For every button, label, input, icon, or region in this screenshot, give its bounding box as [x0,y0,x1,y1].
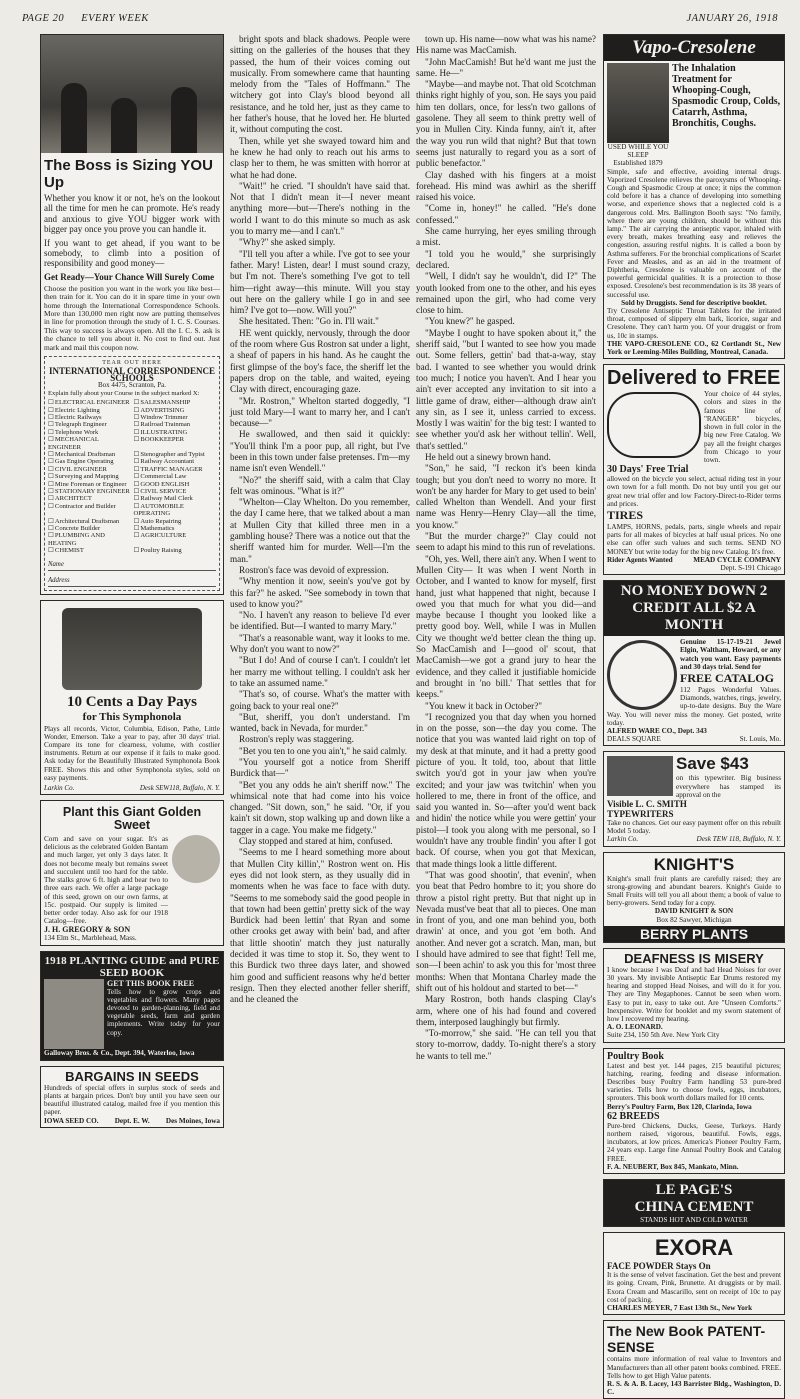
story-paragraph: "But, sheriff, you don't understand. I'm wanted, back in Nevada, for murder." [230,711,410,734]
course-option[interactable]: ☐ Mathematics [134,525,217,532]
vapo-cresolene-ad [603,34,785,359]
course-option[interactable]: ☐ Poultry Raising [134,547,217,554]
story-paragraph: "Well, I didn't say he wouldn't, did I?" The youth looked from one to the other, and his eyes remained upon the girl, who had come very close to him. [416,271,596,316]
story-paragraph: "Maybe I ought to have spoken about it," the sheriff said, "but I wanted to see how you made out. Some fellers, gettin' bad that-a-way, stay bad. I wanted to see whether you would drink too much; I notice you haven't. And I hear you ain't ever accepted any invitation to sit into a little game of draw, either—although draw ain't any sin, as I see it, unless carried to excess. Mostly I was waitin' for the big test: I wanted to see whether you'd ask her without tellin'. Well, that's settled." [416,327,596,451]
course-option[interactable]: ☐ Gas Engine Operating [48,458,131,465]
bargains-headline: BARGAINS IN SEEDS [65,1068,199,1084]
mead-company: MEAD CYCLE COMPANY [693,555,781,564]
course-option[interactable]: ☐ STATIONARY ENGINEER [48,488,131,495]
typewriter-headline: Save $43 [676,754,749,774]
symphonola-subtitle: for This Symphonola [82,710,182,723]
knight-box: Box 82 Sawyer, Michigan [656,915,732,924]
course-option[interactable]: ☐ SALESMANSHIP [134,399,217,406]
story-paragraph: She came hurrying, her eyes smiling through a mist. [416,226,596,248]
course-option[interactable]: ☐ CIVIL ENGINEER [48,466,131,473]
course-option[interactable]: ☐ Telegraph Engineer [48,421,131,428]
symphonola-desk: Desk SEW118, Buffalo, N. Y. [139,784,220,793]
course-list[interactable] [48,399,216,555]
symphonola-headline: 10 Cents a Day Pays [67,693,197,710]
breeds-company: F. A. NEUBERT, Box 845, Mankato, Minn. [607,1162,739,1171]
ics-lead-2: If you want to get ahead, if you want to be somebody, to climb into a position of responsibility and good money— [44,237,220,269]
typewriter-company: Larkin Co. [607,835,639,844]
course-option[interactable]: ☐ Auto Repairing [134,518,217,525]
deaf-body: I know because I was Deaf and had Head Noises for over 30 years. My invisible Antiseptic Ear Drums restored my hearing and stopped Head Noises, and will do it for you. They are Tiny Megaphones. Cannot be seen when worn. Easy to put in, easy to take out. Are "Unseen Comforts." Inexpensive. Write for booklet and my sworn statement of how I recovered my hearing. [607,965,781,1024]
course-option[interactable]: ☐ CHEMIST [48,547,131,554]
story-paragraph: "That was good shootin', that evenin', when you beat that Pedro hombre to it; you shore do throw a pistol right pretty. But that night up in Nevada must've beat that all to pieces. One man in front of you, and one man behind you, both drawin' at once, and you got 'em both. And another. And never got a scratch. Man, man, but I should have admired to see that fight! Tell me, son—I been achin' to ask you this for 'most three months: When that Montana Charley made the shift out of his holdout and started to bet—" [416,869,596,993]
golden-body: Corn and save on your sugar. It's as delicious as the celebrated Golden Bantam and much larger, yet only 3 days later. It does not become mealy but remains sweet and succulent until too hard for the table. The stalks grow 6 ft. high and bear two to three ears each. We offer a large package of this seed, grown on our own farms, at 15c. postpaid. Our supply is limited — better order today. Also ask for our 1918 Catalog—free. [44,835,168,926]
poultry-headline: Poultry Book [607,1050,664,1062]
story-paragraph: "Come in, honey!" he called. "He's done confessed." [416,203,596,225]
story-paragraph: "I recognized you that day when you horned in on the posse, son—the day you come. The notice that you was wanted laid right on top of my desk at that minute, and it had a pretty good picture of you. It told, too, about that little switch you'd got in your jaw when you're excited; and your jaw was twitchin' when you hollered to me, there in front of the office, and said you wanted in. So—after you'd went back and hidin' the notice while you were gettin' your pistol—I took you along with me personal, so I wouldn't have any trouble findin' you after I got back. Of course, when you got that Mexican, that made things look a little different. [416,711,596,869]
typewriter-desk: Desk TEW 118, Buffalo, N. Y. [696,835,781,844]
poultry-body: Latest and best yet. 144 pages, 215 beautiful pictures; hatching, rearing, feeding and disease information. Describes busy Poultry Farm handling 53 pure-bred varieties. Tells how to choose fowls, eggs, incubators, sprouters. This book worth dollars mailed for 10 cents. [607,1061,781,1103]
ics-ad [40,34,224,595]
symphonola-company: Larkin Co. [44,784,75,793]
typewriter-kind: TYPEWRITERS [607,808,674,819]
course-option[interactable]: ☐ Surveying and Mapping [48,473,131,480]
course-option[interactable]: ☐ AUTOMOBILE OPERATING [134,503,217,518]
seedbook-ad [40,951,224,1061]
knight-company: DAVID KNIGHT & SON [654,907,734,916]
lepage-product: CHINA CEMENT [634,1199,754,1216]
ics-headline: The Boss is Sizing YOU Up [44,157,213,191]
office-illustration [41,35,223,153]
knight-headline: KNIGHT'S [653,854,735,874]
lepage-tag: STANDS HOT AND COLD WATER [640,1216,748,1225]
seedbook-body: Tells how to grow crops and vegetables and flowers. Many pages devoted to garden-planning, field and vegetable seeds, farm and garden implements. Write today for your copy. [107,987,220,1037]
ics-body: Choose the position you want in the work you like best—then train for it. You can do it in spare time in your own home through the International Correspondence Schools. More than 130,000 men right now are putting themselves in line for promotion through the study of I. C. S. Courses. This way to success is always open. All the I. C. S. ask is the chance to tell you about it. No cost to find out. Just mark and mail this coupon now. [44,283,220,352]
ics-cta: Get Ready—Your Chance Will Surely Come [44,271,215,282]
exora-body: It is the sense of velvet fascination. Get the best and prevent its going. Cream, Pink, Brunette. At druggists or by mail. Exora Cream and Mascarillo, sent on receipt of 10c to pay cost of packing. [607,1271,781,1304]
breeds-headline: 62 BREEDS [607,1110,660,1122]
phonograph-image [62,608,202,690]
patent-body: contains more information of real value to Inventors and Manufacturers than all other patent books combined. FREE. Tells how to get High Value patents. [607,1355,781,1380]
mead-bicycle-ad [603,364,785,575]
story-paragraph: "But the murder charge?" Clay could not seem to adapt his mind to this run of revelations. [416,531,596,553]
vapo-sold: Sold by Druggists. Send for descriptive booklet. [621,298,767,307]
symphonola-body: Plays all records, Victor, Columbia, Edison, Pathe, Little Wonder, Emerson. Take a year to pay, after 30 days' trial. Compare its tone for clearness, volume, with costlier instruments. Return at our expense if it fails to make good. Ask today for the Beautifully Illustrated Symphonola Book FREE. Shows this and other Symphonola styles, sold on easy payments. [44,724,220,782]
course-option[interactable]: ☐ Railroad Trainman [134,421,217,428]
story-paragraph: She hesitated. Then: "Go in. I'll wait." [239,316,379,327]
vapo-established: Established 1879 [613,159,663,168]
golden-sweet-ad [40,800,224,945]
story-paragraph: Rostron's face was devoid of expression. [239,564,389,575]
story-paragraph: "You knew it back in October?" [425,700,543,711]
name-field[interactable]: Name [48,561,216,571]
course-option[interactable]: ☐ Electric Railways [48,414,131,421]
story-paragraph: "No. I haven't any reason to believe I'd ever be identified. But—I wanted to marry Mary." [230,610,410,632]
story-paragraph: "That's a reasonable want, way it looks to me. Why don't you want to now?" [230,632,410,655]
alfred-deals: DEALS SQUARE [607,735,661,744]
vapo-headline: Vapo-Cresolene [604,35,784,61]
story-paragraph: "I told you he would," she surprisingly declared. [416,248,596,270]
magazine-title: EVERY WEEK [81,12,149,24]
seedbook-lead: GET THIS BOOK FREE [107,978,195,988]
story-paragraph: "That's so, of course. What's the matter with going back to your real one?" [230,689,410,711]
story-paragraph: "Why?" she asked simply. [239,237,336,248]
story-paragraph: "Son," he said, "I reckon it's been kinda tough; but you don't need to worry no more. It won't be any harder for Mary to get used to bein' called Whelton than Wendell. And your first name was Henry—Henry Clay—all the time, you know." [416,463,596,530]
vapo-body: Simple, safe and effective, avoiding internal drugs. Vaporized Cresolene relieves the paroxysms of Whooping-Cough and Spasmodic Croup at once; it nips the common cold before it has a chance of developing into something worse, and experience shows that a neglected cold is a dangerous cold. Mrs. Ballington Booth says: "No family, where there are young children, should be without this lamp." The air carrying the antiseptic vapor, inhaled with every breath, makes breathing easy and relieves the congestion, assuring restful nights. It is called a boon by Asthma sufferers. For the bronchial complications of Scarlet Fever and Measles, and as an aid in the treatment of Diphtheria, Cresolene is valuable on account of the powerful germicidal qualities. It is a protection to those exposed. Cresolene's best recommendation is its 38 years of successful use. [607,167,781,299]
story-paragraph: HE went quickly, nervously, through the door of the room where Gus Rostron sat under a light, a sheaf of papers in his hand. As he caught the first glimpse of the boy's face, the sheriff let the papers drop on the table, and waited, eyeing Clay with direct, encouraging gaze. [230,327,410,395]
story-paragraph: "But I do! And of course I can't. I couldn't let her marry me without telling. I couldn't ask her to take an assumed name." [230,655,410,688]
story-paragraph: "Seems to me I heard something more about that Mullen City killin'," Rostron went on. His eyes did not look stern, as they usually did in moments when he was face to face with duty. "Seems to me somebody said the good people in that town had been gettin' pretty sick of the way Burdick had been lettin' that Ryan and some other crooks get away with bein' bad, and after that little shootin' match they just naturally decided it was time to stop it. So, they went to this Burdick two three days later, and showed him good and sufficient reasons why he'd better resign. Then they elected another feller sheriff, and he cleaned the [230,847,410,1005]
course-option[interactable]: ☐ Concrete Builder [48,525,131,532]
patent-ad [603,1320,785,1399]
column-ads-right [603,34,785,1397]
alfred-catalog: FREE CATALOG [680,670,774,685]
bargains-company: IOWA SEED CO. [44,1116,99,1125]
lepage-ad [603,1179,785,1227]
course-option[interactable]: ☐ TRAFFIC MANAGER [134,466,217,473]
bargains-dept: Dept. E. W. [114,1116,150,1125]
story-paragraph: "Bet you any odds he ain't sheriff now." The whimsical note that had come into his voice changed. "Sit down, son," he said. "Or, if you kain't sit down, stop walking up and down like a tagger in a cage. You make me fidgety." [230,779,410,835]
deafness-ad [603,948,785,1043]
story-paragraph: "No?" the sheriff said, with a calm that Clay felt was ominous. "What is it?" [230,474,410,496]
poultry-ad [603,1048,785,1174]
bargains-ad [40,1066,224,1128]
story-paragraph: He held out a sinewy brown hand. [425,451,551,462]
story-paragraph: "I'll tell you after a while. I've got to see your father. Mary! Listen, dear! I must sound crazy, but I'm not. There's something I've got to tell him—right away—this minute. Will you stay out here on the gallery while I go in and see him? I've got to—now. Will you?" [230,248,410,316]
page-header [22,8,778,28]
course-option[interactable]: ☐ Electric Lighting [48,407,131,414]
ics-coupon[interactable] [44,356,220,591]
story-column-1 [230,34,410,1072]
mead-headline: Delivered to FREE [607,367,781,390]
course-option[interactable]: ☐ BOOKKEEPER [134,436,217,451]
patent-company: R. S. & A. B. Lacey, 143 Barrister Bldg., Washington, D. C. [607,1379,781,1397]
golden-address: 134 Elm St., Marblehead, Mass. [44,934,137,943]
exora-headline: EXORA [654,1235,734,1261]
patent-headline: The New Book PATENT-SENSE [607,1323,766,1356]
course-option[interactable]: ☐ Contractor and Builder [48,503,131,518]
course-option[interactable]: ☐ ILLUSTRATING [134,429,217,436]
vapo-subhead: The Inhalation Treatment for Whooping-Cough, Spasmodic Croup, Colds, Catarrh, Asthma, Bronchitis, Coughs. [672,63,781,129]
course-option[interactable]: ☐ Stenographer and Typist [134,451,217,458]
story-paragraph: "Mr. Rostron," Whelton started doggedly, "I just told Mary—I want to marry her, and I can't because—" [230,395,410,429]
tear-line: TEAR OUT HERE [102,360,162,367]
poultry-company: Berry's Poultry Farm, Box 120, Clarinda, Iowa [607,1102,752,1111]
vaporizer-image [607,63,669,143]
course-option[interactable]: ☐ Mechanical Draftsman [48,451,131,458]
bargains-city: Des Moines, Iowa [165,1116,220,1125]
knight-body: Knight's small fruit plants are carefully raised; they are strong-growing and abundant bearers. Knight's Guide to Small Fruits will tell you all about them; a book of value to berry-growers. Send today for a copy. [607,874,781,908]
bicycle-image [607,392,701,458]
alfred-ware-ad [603,580,785,746]
story-paragraph: Clay dashed with his fingers at a moist forehead. His mind was awhirl as the sheriff raised his voice. [416,169,596,203]
story-paragraph: "Why mention it now, seein's you've got by this far?" he asked. "See somebody in town that used to know you?" [230,576,410,609]
mead-body: Your choice of 44 styles, colors and sizes in the famous line of "RANGER" bicycles, shown in full color in the big new Free Catalog. We pay all the freight charges from Chicago to your town. [704,390,781,464]
vapo-tagline: USED WHILE YOU SLEEP [607,143,669,160]
alfred-city: St. Louis, Mo. [739,735,781,744]
course-option[interactable]: ☐ PLUMBING AND HEATING [48,532,131,547]
story-paragraph: "John MacCamish! But he'd want me just the same. He—" [416,56,596,78]
mead-tires: TIRES [607,507,644,522]
story-paragraph: He swallowed, and then said it quickly: "You'll think I'm a poor pup, all right, but I've been in this town under false pretenses. I'm—my name isn't even Wendell." [230,429,410,474]
bargains-body: Hundreds of special offers in surplus stock of seeds and plants at bargain prices. Don't buy until you have seen our beautiful illustrated catalog, mailed free if you mention this paper. [44,1083,220,1117]
story-paragraph: "Wait!" he cried. "I shouldn't have said that. Not that I didn't mean it—I never meant anything more—but—There's nothing in the world I want to do this minute so much as ask you to marry me—and I can't." [230,180,410,237]
alfred-company: ALFRED WARE CO., Dept. 343 [607,726,707,735]
symphonola-ad [40,600,224,795]
credit-headline: NO MONEY DOWN 2 CREDIT ALL $2 A MONTH [604,581,784,636]
course-option[interactable]: ☐ Railway Mail Clerk [134,495,217,502]
story-paragraph: "Oh, yes. Well, there ain't any. When I went to Mullen City— It was when I went North in October, and I wanted to know for myself, first hand, just what happened that night, because I owed you that much for what you did—and maybe because I thought you looked like a pretty good boy. Well, while I was in Mullen City we thought we'd better clean the thing up. So MacCamish and I—good ol' scout, that MacCamish—we got a grand jury to hear the evidence, and they called it justifiable homicide and brought in 'no bill.' That settles that for keeps." [416,553,596,700]
course-option[interactable]: ☐ ADVERTISING [134,407,217,414]
alfred-genuine: Genuine 15-17-19-21 Jewel Elgin, Waltham, Howard, or any watch you want. Easy payments and 30 days trial. Send for [680,638,781,671]
page-number: PAGE 20 [22,12,65,24]
watch-image [607,640,677,710]
exora-subhead: FACE POWDER Stays On [607,1261,711,1272]
issue-date: JANUARY 26, 1918 [686,12,778,24]
exora-company: CHARLES MEYER, 7 East 13th St., New York [607,1304,753,1313]
course-option[interactable]: ☐ Window Trimmer [134,414,217,421]
story-paragraph: town up. His name—now what was his name? His name was MacCamish. [416,34,596,56]
deaf-headline: DEAFNESS IS MISERY [624,950,764,966]
story-column-2 [416,34,596,1072]
alfred-catalog-body: 112 Pages Wonderful Values. Diamonds, watches, rings, jewelry, up-to-date designs. Buy the Ware Way. You will never miss the money. Get posted, write today. [607,685,781,727]
story-paragraph: "You knew?" he gasped. [425,316,515,327]
story-paragraph: Rostron's reply was staggering. [239,734,354,745]
ics-lead: Whether you know it or not, he's on the lookout all the time for men he can promote. He's ready and anxious to give YOU bigger work with bigger pay once you prove you can handle it. [44,193,220,235]
course-option[interactable]: ☐ ARCHITECT [48,495,131,502]
story-paragraph: Mary Rostron, both hands clasping Clay's arm, where one of his had found and covered them, interposed laughingly but firmly. [416,994,596,1027]
course-option[interactable]: ☐ CIVIL SERVICE [134,488,217,495]
berry-headline: BERRY PLANTS [604,926,784,942]
seedbook-cover [44,979,104,1049]
course-option[interactable]: ☐ Telephone Work [48,429,131,436]
school-name: INTERNATIONAL CORRESPONDENCE SCHOOLS [48,365,216,383]
vapo-company: THE VAPO-CRESOLENE CO., 62 Cortlandt St., New York or Leeming-Miles Building, Montreal, Canada. [607,339,781,357]
mead-dept: Dept. S-191 Chicago [720,563,781,572]
course-option[interactable]: ☐ MECHANICAL ENGINEER [48,436,131,451]
mead-trial: 30 Days' Free Trial [607,464,689,476]
vapo-throat: Try Cresolene Antiseptic Throat Tablets for the irritated throat, composed of slippery elm bark, licorice, sugar and Cresolene. They can't harm you. Of your druggist or from us, 10c in stamps. [607,307,781,340]
breeds-body: Pure-bred Chickens, Ducks, Geese, Turkeys. Hardy northern raised, vigorous, beautiful. Fowls, eggs, incubators, at low prices. America's Pioneer Poultry Farm, 24 years exp. Large fine Annual Poultry Book and Catalog FREE. [607,1121,781,1163]
seed-packet-image [172,835,220,883]
golden-headline: Plant this Giant Golden Sweet [62,805,202,833]
typewriter-name: Visible L. C. SMITH [607,798,687,809]
address-field[interactable]: Address [48,577,216,587]
story-paragraph: Then, while yet she swayed toward him and he knew he had only to reach out his arms to clasp her to them, he was smitten with horror at what he had done. [230,135,410,180]
typewriter-body: Take no chances. Get our easy payment offer on this rebuilt Model 5 today. [607,818,781,836]
deaf-address: Suite 234, 150 5th Ave. New York City [607,1031,720,1040]
story-paragraph: "Maybe—and maybe not. That old Scotchman thinks right highly of you, son. He says you paid him ten dollars, once, for less'n two gallons of gasolene. They all seem to think pretty well of you in Mullen City. Kinda funny, ain't it, after the way you run wild that night? But that town seems just naturally to regard you as a sort of public benefactor." [416,79,596,169]
seedbook-company: Galloway Bros. & Co., Dept. 394, Waterloo, Iowa [44,1048,195,1057]
story-paragraph: "You yourself got a notice from Sheriff Burdick that—" [230,757,410,779]
course-option[interactable]: ☐ Architectural Draftsman [48,518,131,525]
typewriter-lead: on this typewriter. Big business everywhere has stamped its approval on the [676,774,781,799]
course-option[interactable]: ☐ AGRICULTURE [134,532,217,547]
typewriter-image [607,756,673,796]
mead-trial-body: allowed on the bicycle you select, actual riding test in your own town for a full month. Do not buy until you get our great new trial offer and low Factory-Direct-to-Rider terms and prices. [607,475,781,508]
story-paragraph: bright spots and black shadows. People were sitting on the galleries of the houses that they passed, the hum of their voices coming out musically. From somewhere came that haunting melody from the "Tales of Hoffmann." The witchery got into Clay's blood beyond all resistance, and he told her, just as they came to her father's house, that he loved her. He blurted it, without computing the cost. [230,34,410,135]
story-paragraph: "Whelton—Clay Whelton. Do you remember, the day I came here, that we talked about a man at Mullen City that killed three men in a gambling house? There was a notice out that the sheriff wanted him for murder. Well—I'm the man." [230,497,410,564]
lepage-brand: LE PAGE'S [655,1182,733,1199]
deaf-company: A. O. LEONARD. [607,1023,663,1032]
story-paragraph: Clay stopped and stared at him, confused. [239,836,393,847]
story-paragraph: "Bet you ten to one you ain't," he said calmly. [239,745,408,756]
coupon-instructions: Explain fully about your Course in the subject marked X: [48,389,200,397]
course-option[interactable]: ☐ GOOD ENGLISH [134,481,217,488]
story-paragraph: "To-morrow," she said. "He can tell you that story to-morrow, daddy. To-night there's a story he wants to tell me." [416,1028,596,1061]
school-box: Box 4475, Scranton, Pa. [97,381,167,390]
exora-ad [603,1232,785,1315]
typewriter-ad [603,751,785,846]
golden-company: J. H. GREGORY & SON [44,925,131,935]
course-option[interactable]: ☐ Railway Accountant [134,458,217,465]
knight-ad [603,852,785,943]
course-option[interactable]: ☐ Commercial Law [134,473,217,480]
course-option[interactable]: ☐ Mine Foreman or Engineer [48,481,131,488]
course-option[interactable]: ☐ ELECTRICAL ENGINEER [48,399,131,406]
seedbook-headline: 1918 PLANTING GUIDE and PURE SEED BOOK [44,954,220,979]
mead-agents: Rider Agents Wanted [607,555,673,564]
column-ads-left [40,34,224,1125]
mead-tires-body: LAMPS, HORNS, pedals, parts, single wheels and repair parts for all makes of bicycles at half usual prices. No one else can offer such values and such terms. SEND NO MONEY but write today for the big new Catalog. It's free. [607,522,781,556]
